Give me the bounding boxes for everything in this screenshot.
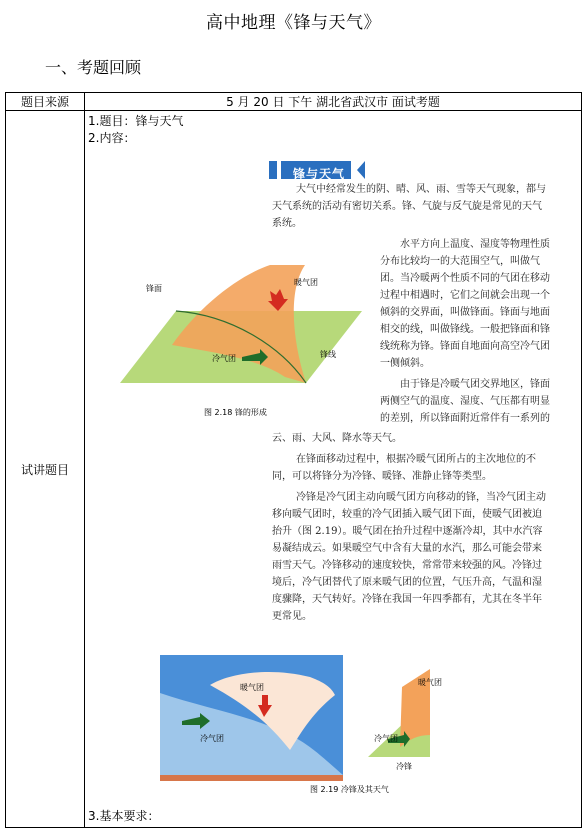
table-header-row (6, 93, 582, 111)
item-content: 2.内容： (88, 131, 136, 145)
source-value-cell: 5 月 20 日 下午 湖北省武汉市 面试考题 (85, 93, 582, 111)
book-heading: 锋与天气 (293, 167, 346, 181)
book-para2-line: 线统称为锋。锋面自地面向高空冷气团 (380, 341, 550, 352)
document-title: 高中地理《锋与天气》 (206, 13, 381, 33)
book-para4-line: 冷锋是冷气团主动向暖气团方向移动的锋，当冷气团主动 (296, 492, 546, 503)
book-para2-line: 分布比较均一的大范围空气，叫做气 (380, 256, 540, 267)
ground-strip (160, 775, 343, 781)
book-para1-line3: 系统。 (272, 218, 302, 229)
item-requirements: 3.基本要求： (88, 809, 160, 823)
book-para2-line: 倾斜的交界面，叫做锋面。锋面与地面 (380, 307, 550, 318)
book-para2-line: 由于锋是冷暖气团交界地区，锋面 (400, 379, 550, 390)
section-heading: 一、考题回顾 (45, 58, 142, 77)
item-title: 1.题目：锋与天气 (88, 114, 184, 128)
figure-cold-front (160, 655, 442, 797)
book-para4-line: 境后，冷气团替代了原来暖气团的位置，气压升高，气温和湿 (272, 577, 542, 588)
book-para2-line: 一侧倾斜。 (380, 358, 430, 369)
figure-front-formation (110, 245, 375, 420)
book-para2-line: 相交的线，叫做锋线。一般把锋面和锋 (380, 324, 550, 335)
fig1-caption: 图 2.18 锋的形成 (204, 408, 267, 417)
book-para4-line: 度骤降，天气转好。冷锋在我国一年四季都有，尤其在冬半年 (272, 594, 542, 605)
book-para4-line: 移向暖气团时，较重的冷气团插入暖气团下面，使暖气团被迫 (272, 509, 542, 520)
topic-label-cell: 试讲题目 (6, 111, 85, 828)
book-para1-line1: 大气中经常发生的阴、晴、风、雨、雪等天气现象，都与 (296, 184, 546, 195)
label-coldfront: 冷锋 (396, 762, 412, 771)
source-label-cell: 题目来源 (6, 93, 85, 111)
label-cold: 冷气团 (212, 354, 236, 363)
label-warm-b: 暖气团 (418, 678, 442, 687)
book-para2-line: 的差别，所以锋面附近常伴有一系列的 (380, 413, 550, 424)
label-cold-a: 冷气团 (200, 734, 224, 743)
book-para4-line: 抬升（图 2.19）。暖气团在抬升过程中逐渐冷却，其中水汽容 (272, 526, 543, 537)
label-warm: 暖气团 (294, 278, 318, 287)
label-cold-b: 冷气团 (374, 734, 398, 743)
book-para4-line: 雨雪天气。冷锋移动的速度较快，常常带来较强的风。冷锋过 (272, 560, 542, 571)
book-para2-line: 过程中相遇时，它们之间就会出现一个 (380, 290, 550, 301)
label-front: 锋面 (146, 284, 162, 293)
book-para3-line2: 同，可以将锋分为冷锋、暖锋、准静止锋等类型。 (272, 471, 492, 482)
label-warm-a: 暖气团 (240, 683, 264, 692)
book-para2-line: 水平方向上温度、湿度等物理性质 (400, 239, 550, 250)
book-para2-line: 团。当冷暖两个性质不同的气团在移动 (380, 273, 550, 284)
book-para1-line2: 天气系统的活动有密切关系。锋、气旋与反气旋是常见的天气 (272, 201, 542, 212)
book-para2-line: 两侧空气的温度、湿度、气压都有明显 (380, 396, 550, 407)
book-para2-end: 云、雨、大风、降水等天气。 (272, 433, 402, 444)
book-para4-line: 易凝结成云。如果暖空气中含有大量的水汽，那么可能会带来 (272, 543, 542, 554)
label-line: 锋线 (320, 350, 336, 359)
fig2-caption: 图 2.19 冷锋及其天气 (310, 785, 389, 794)
book-para3-line1: 在锋面移动过程中，根据冷暖气团所占的主次地位的不 (296, 454, 536, 465)
book-para4-line: 更常见。 (272, 611, 312, 622)
